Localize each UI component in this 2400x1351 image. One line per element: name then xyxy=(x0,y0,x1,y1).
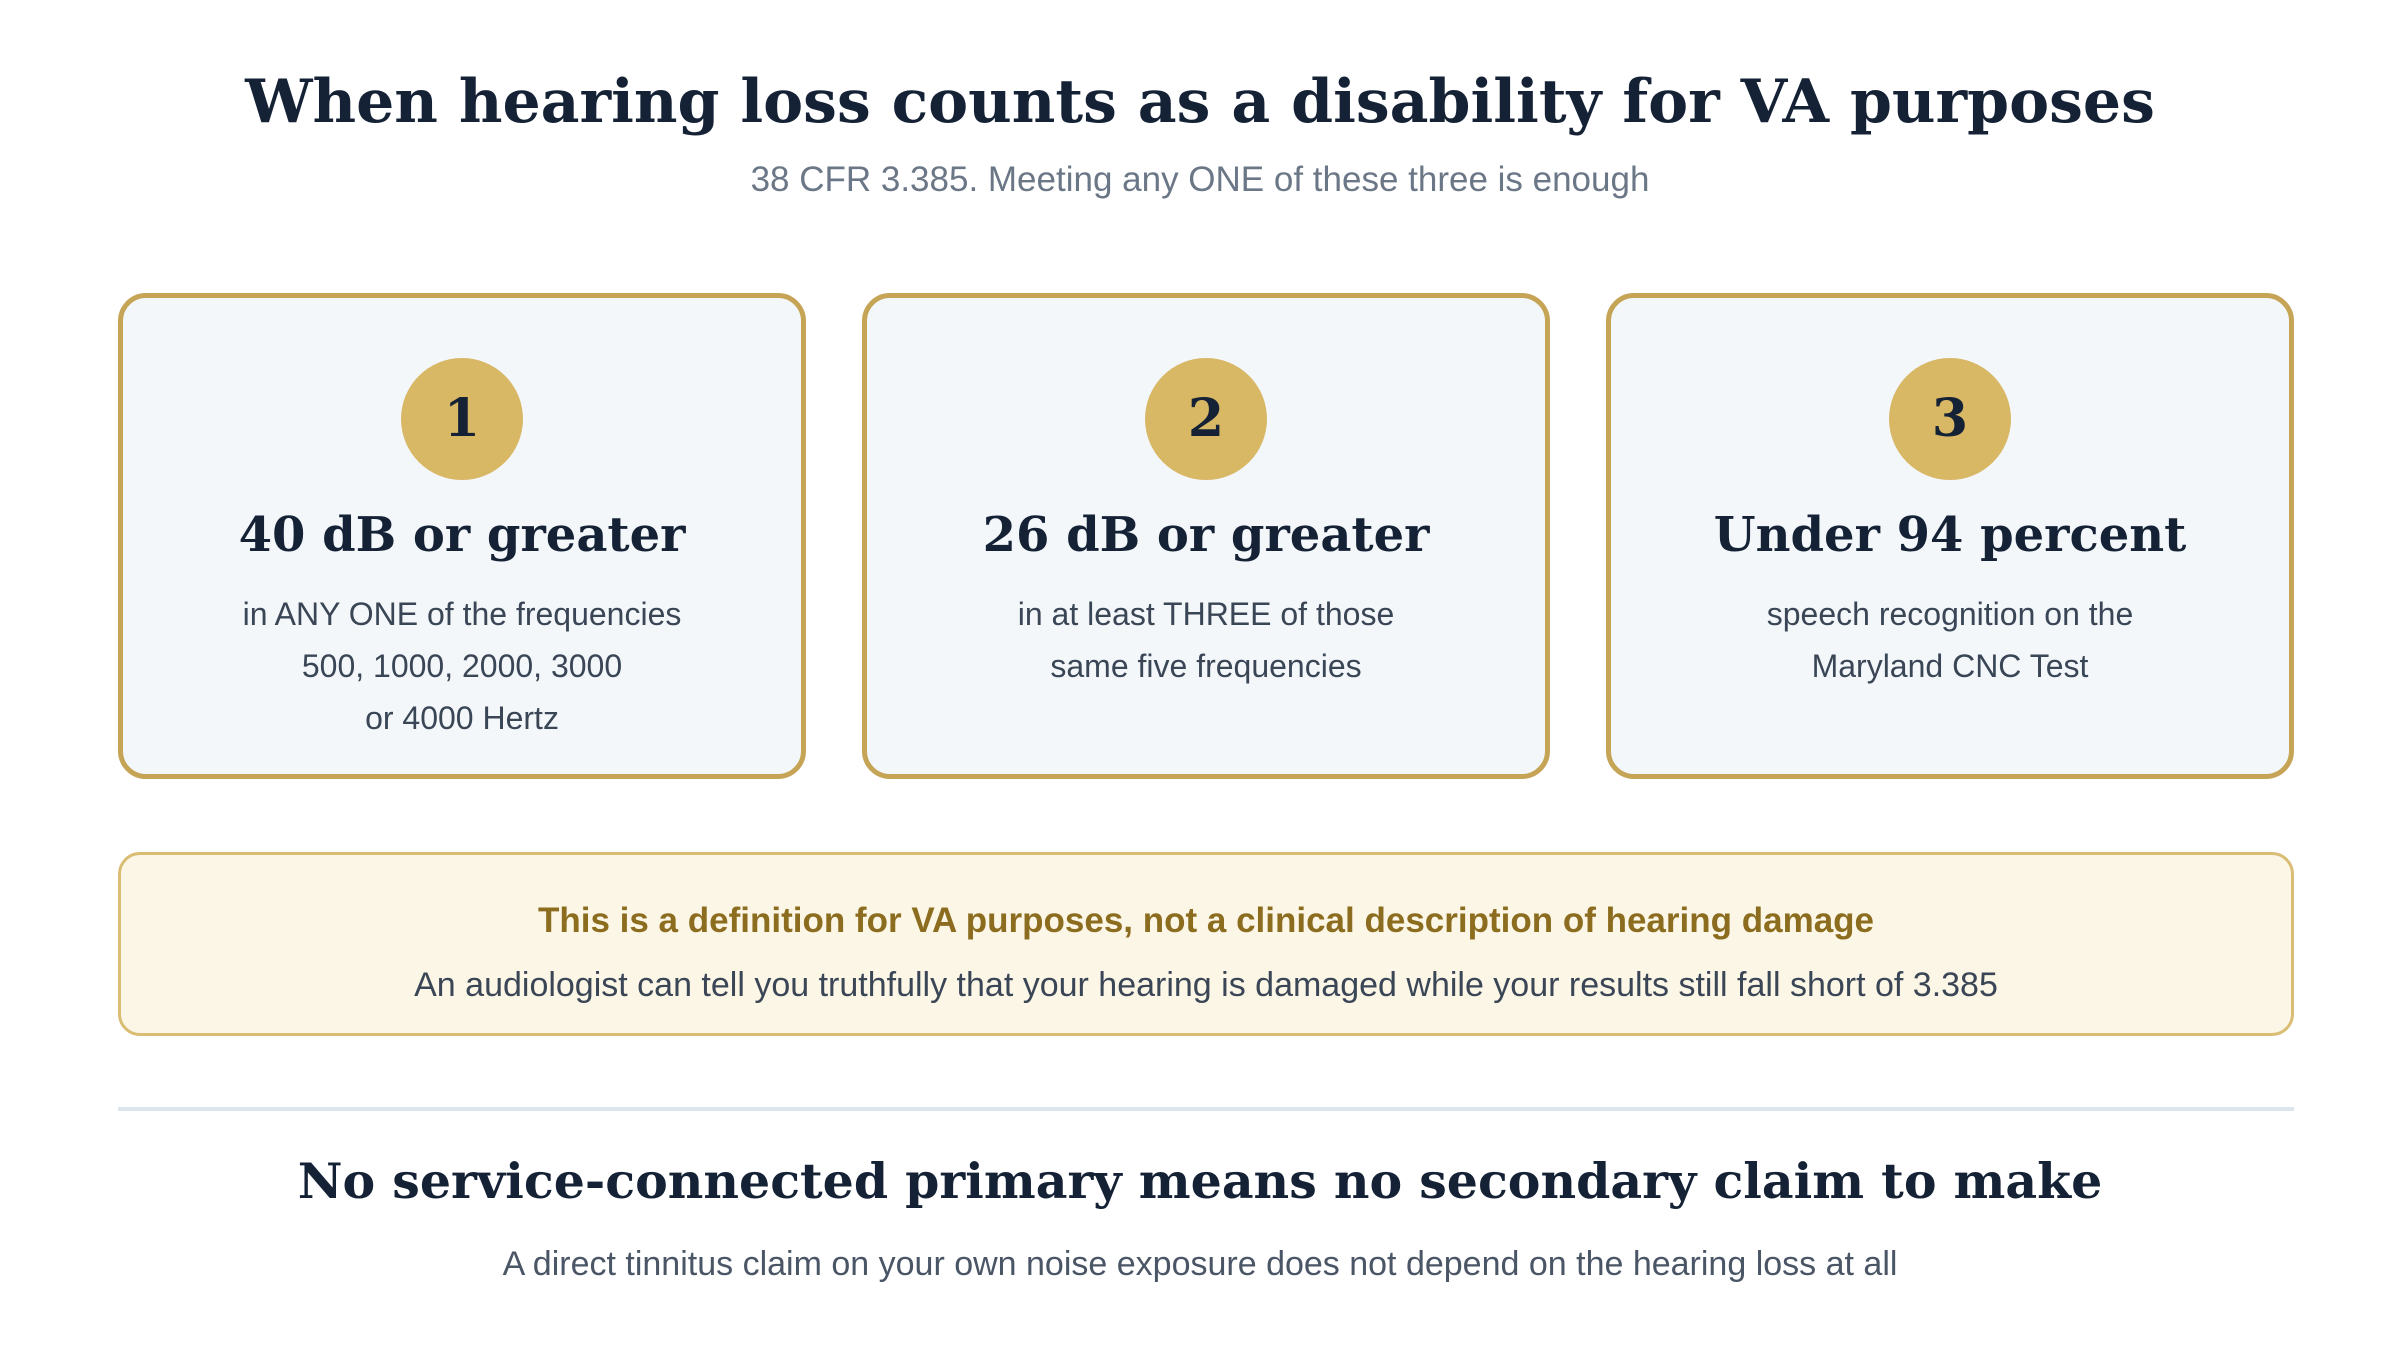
section-divider xyxy=(118,1107,2294,1111)
criterion-heading: 40 dB or greater xyxy=(238,507,686,563)
criterion-heading: Under 94 percent xyxy=(1713,507,2187,563)
criterion-heading: 26 dB or greater xyxy=(982,507,1430,563)
criterion-number-badge: 1 xyxy=(401,358,523,480)
definition-notice xyxy=(118,852,2294,1036)
secondary-claim-heading: No service-connected primary means no secondary claim to make xyxy=(297,1152,2103,1210)
criterion-number-badge: 3 xyxy=(1889,358,2011,480)
criterion-description xyxy=(907,588,1505,692)
criterion-description xyxy=(1651,588,2249,692)
page-subtitle: 38 CFR 3.385. Meeting any ONE of these three is enough xyxy=(750,160,1650,199)
criterion-card-3 xyxy=(1606,293,2294,779)
criterion-line: same five frequencies xyxy=(1050,648,1362,684)
page-title: When hearing loss counts as a disability for VA purposes xyxy=(245,67,2155,137)
criterion-line: Maryland CNC Test xyxy=(1811,648,2089,684)
criterion-line: speech recognition on the xyxy=(1766,596,2134,632)
criterion-line: in ANY ONE of the frequencies xyxy=(242,596,682,632)
criterion-number-badge: 2 xyxy=(1145,358,1267,480)
criterion-line: or 4000 Hertz xyxy=(365,700,559,736)
criterion-description xyxy=(163,588,761,744)
criterion-line: in at least THREE of those xyxy=(1017,596,1395,632)
notice-title: This is a definition for VA purposes, not a clinical description of hearing damage xyxy=(537,901,1875,940)
notice-text: An audiologist can tell you truthfully that your hearing is damaged while your results still fall short of 3.385 xyxy=(414,966,1998,1004)
secondary-claim-text: A direct tinnitus claim on your own noise exposure does not depend on the hearing loss at all xyxy=(502,1245,1898,1283)
criterion-card-2 xyxy=(862,293,1550,779)
criterion-line: 500, 1000, 2000, 3000 xyxy=(301,648,623,684)
criterion-card-1 xyxy=(118,293,806,779)
